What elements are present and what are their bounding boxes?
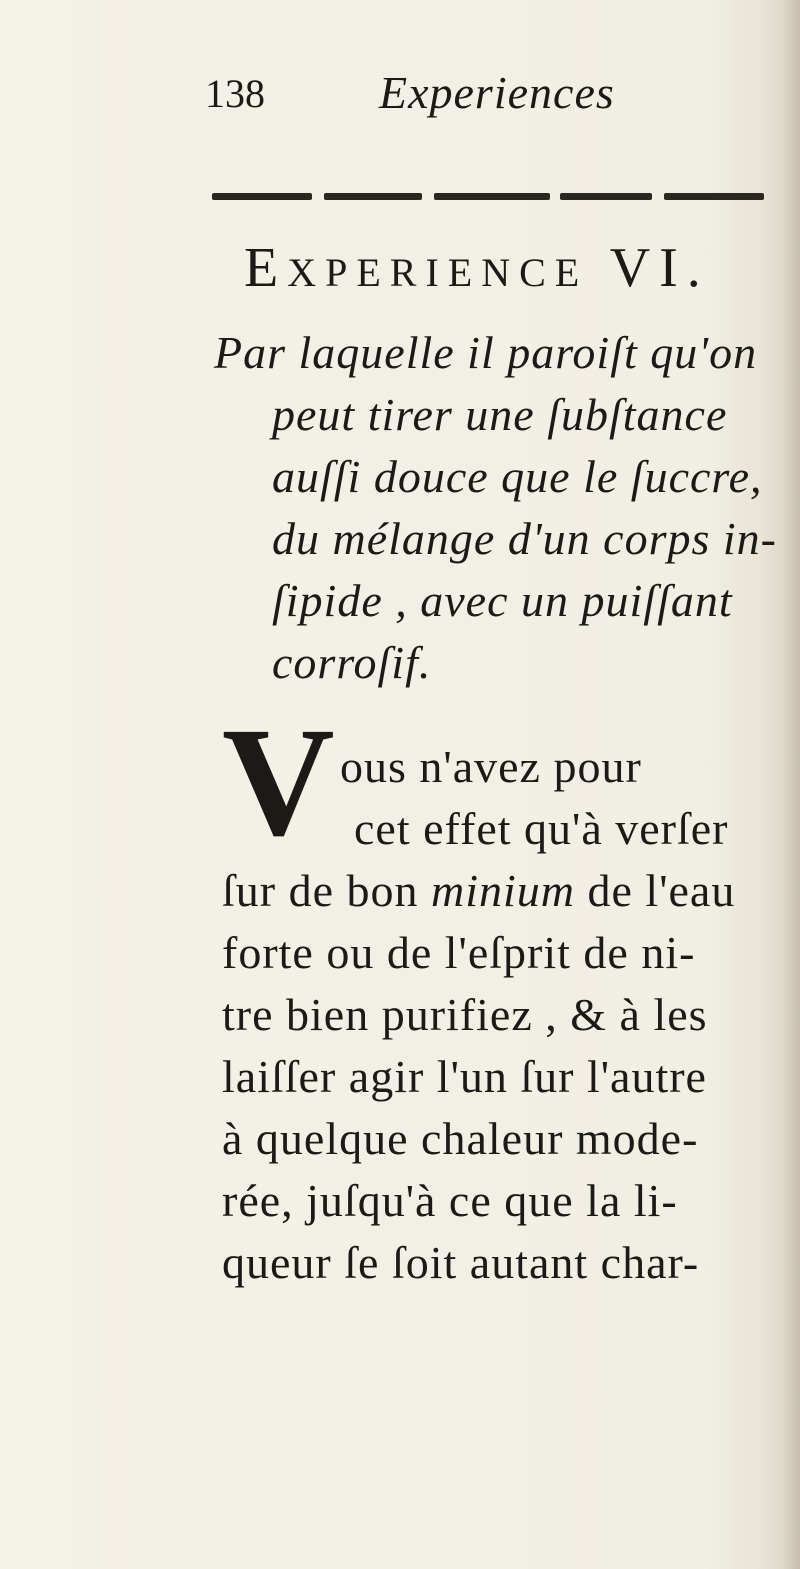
page-number: 138 xyxy=(205,71,265,116)
body-line: à quelque chaleur mode- xyxy=(222,1113,699,1164)
summary-line: Par laquelle il paroiſt qu'on xyxy=(214,327,758,378)
body-line: tre bien purifiez , & à les xyxy=(222,989,708,1040)
section-heading xyxy=(244,236,710,300)
running-title: Experiences xyxy=(379,67,615,118)
body-line: rée, juſqu'à ce que la li- xyxy=(222,1175,678,1226)
summary-line: peut tirer une ſubſtance xyxy=(272,389,728,440)
body-line xyxy=(222,864,735,917)
body-text-segment: de l'eau xyxy=(575,865,736,916)
body-line: forte ou de l'eſprit de ni- xyxy=(222,927,696,978)
heading-numeral: VI. xyxy=(609,237,710,299)
ornament-segment xyxy=(664,193,764,200)
body-italic-term: minium xyxy=(431,865,576,916)
page-edge-shadow xyxy=(782,0,800,1569)
summary-line: ſipide , avec un puiſſant xyxy=(272,575,733,626)
body-line: cet effet qu'à verſer xyxy=(354,803,729,854)
body-line: ous n'avez pour xyxy=(340,741,642,792)
running-head xyxy=(205,62,665,122)
section-summary xyxy=(214,322,784,694)
heading-initial: E xyxy=(244,237,288,299)
ornament-segment xyxy=(560,193,652,200)
ornament-segment xyxy=(324,193,422,200)
body-line: laiſſer agir l'un ſur l'autre xyxy=(222,1051,707,1102)
ornament-rule xyxy=(212,190,764,204)
heading-small-caps: XPERIENCE xyxy=(287,250,589,295)
summary-line: du mélange d'un corps in- xyxy=(272,513,777,564)
ornament-segment xyxy=(434,193,550,200)
summary-line: corroſif. xyxy=(272,637,432,688)
ornament-segment xyxy=(212,193,312,200)
body-line: queur ſe ſoit autant char- xyxy=(222,1237,700,1288)
body-text-segment: ſur de bon xyxy=(222,865,432,916)
summary-line: auſſi douce que le ſuccre, xyxy=(272,451,763,502)
drop-cap: V xyxy=(222,695,335,868)
